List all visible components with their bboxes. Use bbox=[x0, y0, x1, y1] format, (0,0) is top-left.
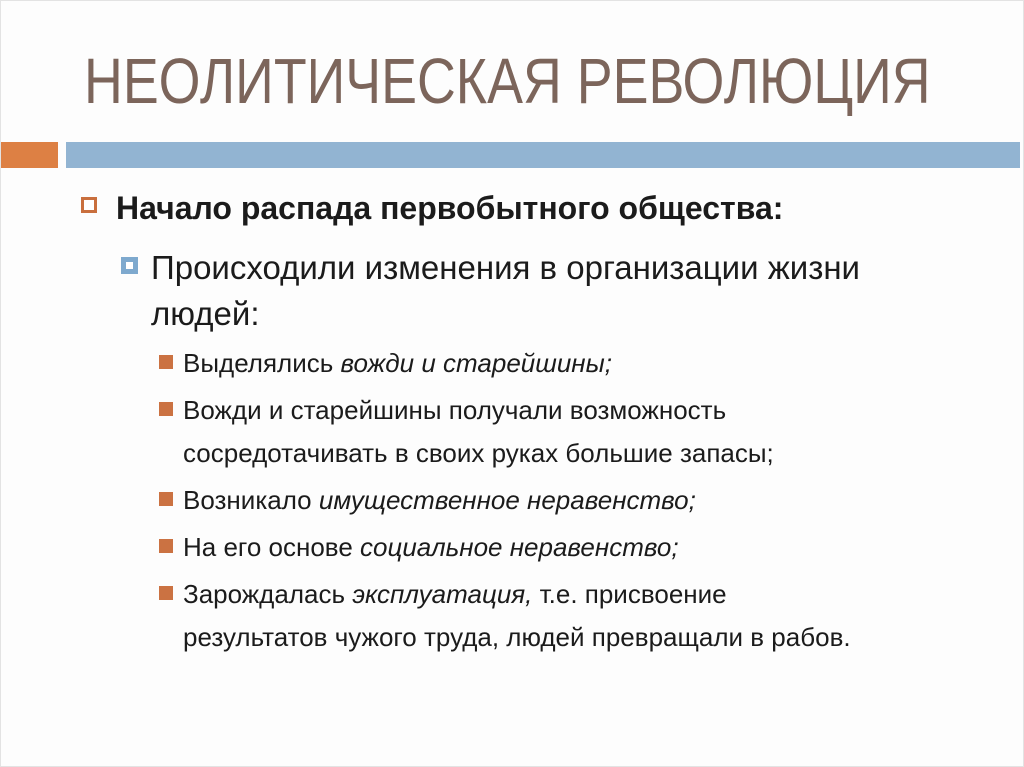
heading-text: Начало распада первобытного общества: bbox=[116, 190, 784, 226]
orange-square-bullet-icon bbox=[159, 492, 173, 506]
blue-square-bullet-icon bbox=[121, 257, 138, 274]
bullet-text bbox=[183, 389, 774, 475]
bullet-item bbox=[159, 389, 851, 475]
text-line: Зарождалась эксплуатация, т.е. присвоение bbox=[183, 579, 727, 609]
bullet-text bbox=[183, 573, 851, 659]
text-line: Возникало имущественное неравенство; bbox=[183, 485, 696, 515]
subheading-line: Происходили изменения в организации жизни bbox=[151, 249, 860, 286]
text-line: Вожди и старейшины получали возможность bbox=[183, 395, 727, 425]
bullet-text bbox=[183, 342, 612, 385]
slide-title: НЕОЛИТИЧЕСКАЯ РЕВОЛЮЦИЯ bbox=[84, 45, 931, 117]
orange-square-bullet-icon bbox=[159, 539, 173, 553]
bullet-item bbox=[159, 479, 851, 522]
bullet-level2-subheading bbox=[121, 245, 860, 337]
bullet-item bbox=[159, 526, 851, 569]
bullet-text bbox=[183, 479, 696, 522]
bullet-item bbox=[159, 342, 851, 385]
title-accent-band bbox=[1, 142, 1023, 168]
hollow-orange-square-bullet-icon bbox=[81, 197, 97, 213]
text-line: Выделялись вожди и старейшины; bbox=[183, 348, 612, 378]
text-line: сосредотачивать в своих руках большие запасы; bbox=[183, 438, 774, 468]
bullet-item bbox=[159, 573, 851, 659]
subheading-text bbox=[151, 245, 860, 337]
text-line: На его основе социальное неравенство; bbox=[183, 532, 679, 562]
bullet-level1-heading bbox=[81, 188, 783, 228]
orange-square-bullet-icon bbox=[159, 355, 173, 369]
bullet-text bbox=[183, 526, 679, 569]
orange-square-bullet-icon bbox=[159, 586, 173, 600]
accent-orange-block bbox=[1, 142, 58, 168]
orange-square-bullet-icon bbox=[159, 402, 173, 416]
bullet-level3-list bbox=[159, 342, 851, 663]
subheading-line: людей: bbox=[151, 295, 260, 332]
accent-blue-bar bbox=[66, 142, 1020, 168]
text-line: результатов чужого труда, людей превращали в рабов. bbox=[183, 622, 851, 652]
